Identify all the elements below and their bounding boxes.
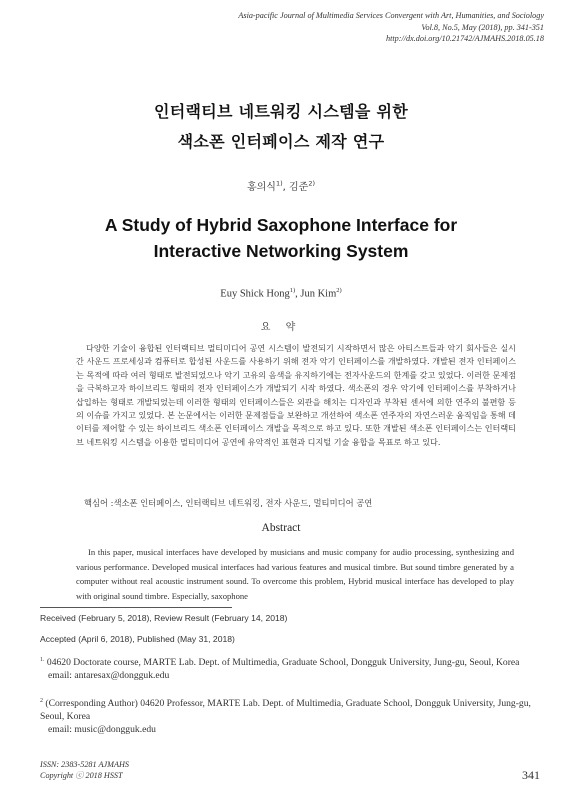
abstract-heading: Abstract [261,522,301,534]
korean-keywords: 핵심어 :색소폰 인터페이스, 인터랙티브 네트워킹, 전자 사운드, 멀티미디어 공연 [84,498,373,508]
footnote-divider [40,607,232,608]
author-separator-en: , [295,288,301,300]
doi-link: http://dx.doi.org/10.21742/AJMAHS.2018.05.18 [386,34,544,43]
english-title-line-1: A Study of Hybrid Saxophone Interface for [104,215,458,235]
korean-abstract-text: 다양한 기술이 융합된 인터랙티브 멀티미디어 공연 시스템이 발전되기 시작하면서 많은 아티스트들과 악기 회사들은 실시간 사운드 프로세싱과 컴퓨터로 합성된 사운드를 사용하기 위해 전자 악기 인터페이스를 개발하였다. 개발된 전자 인터페이스는 목적에 따라 여러 형태로 발전되었으나 악기 고유의 음색을 유지하기에는 전자사운드의 한계를 갖고 있었다. 이러한 문제점을 극복하고자 하이브리드 형태의 전자 인터페이스가 개발되기 시작 하였다. 색소폰의 경우 악기에 인터페이스를 부착하거나 삽입하는 형태로 개발되었는데 이러한 형태의 인터페이스들은 외관을 해치는 디자인과 부착된 센서에 의한 연주의 불편함 등의 이슈를 가지고 있었다. 본 논문에서는 이러한 문제점들을 보완하고 개선하여 색소폰 연주자의 자연스러운 움직임을 통해 데이터를 제어할 수 있는 하이브리드 색소폰 인터페이스 개발을 목적으로 하고 있다. 또한 개발된 색소폰 인터페이스는 인터랙티브 네트워킹 시스템을 이용한 멀티미디어 공연에 유악적인 표현과 디지털 기술 융합을 목표로 하고 있다. [76,343,516,447]
copyright-text: Copyright ⓒ 2018 HSST [40,771,123,780]
issn-block [40,759,129,781]
author-2-en: Jun Kim [300,288,337,300]
volume-info: Vol.8, No.5, May (2018), pp. 341-351 [421,22,544,32]
footnote-1 [40,654,540,682]
footnote-1-marker: 1. [40,657,45,663]
english-title-line-2: Interactive Networking System [153,241,409,261]
english-abstract [76,545,514,603]
footnote-2-marker: 2 [40,698,43,704]
author-2-en-sup: 2) [336,287,342,294]
korean-authors [0,178,562,193]
korean-title-line-2: 색소폰 인터페이스 제작 연구 [177,132,385,151]
korean-title-line-1: 인터랙티브 네트워킹 시스템을 위한 [154,102,408,121]
author-1-kr: 홍의식 [246,182,276,193]
received-dates: Received (February 5, 2018), Review Result (February 14, 2018) [40,613,288,623]
issn-text: ISSN: 2383-5281 AJMAHS [40,760,129,769]
author-2-kr-sup: 2) [308,179,315,188]
summary-heading: 요 약 [260,322,302,333]
korean-abstract [76,342,516,449]
english-abstract-text: In this paper, musical interfaces have developed by musicians and music company for audio processing, synthesizing and various performance. Developed musical interfaces had various features and musical timbre. But sound timbre generated by a computer without real acoustic instrument sound. To overcome this problem, Hybrid musical interface has developed to play with original sound timbre. Especially, saxophone [76,547,514,601]
author-1-kr-sup: 1) [275,179,283,188]
author-separator-kr: , [282,182,289,193]
footnote-1-text: 04620 Doctorate course, MARTE Lab. Dept. of Multimedia, Graduate School, Dongguk University, Jung-gu, Seoul, Korea [46,657,520,669]
english-title [0,212,562,264]
footnote-2 [40,695,540,736]
footnote-1-email: email: antaresax@dongguk.edu [48,670,170,682]
journal-header [238,10,544,45]
english-authors [0,287,562,300]
accepted-dates: Accepted (April 6, 2018), Published (May 31, 2018) [40,634,235,644]
footnote-2-text: (Corresponding Author) 04620 Professor, MARTE Lab. Dept. of Multimedia, Graduate School, Dongguk University, Jung-gu, Seoul, Korea [40,698,531,723]
author-1-en-sup: 1) [289,287,296,294]
footnote-2-email: email: music@dongguk.edu [48,724,156,736]
journal-name: Asia-pacific Journal of Multimedia Services Convergent with Art, Humanities, and Sociology [238,11,544,20]
author-2-kr: 김준 [289,182,309,193]
author-1-en: Euy Shick Hong [220,288,290,300]
page-number: 341 [522,768,540,782]
